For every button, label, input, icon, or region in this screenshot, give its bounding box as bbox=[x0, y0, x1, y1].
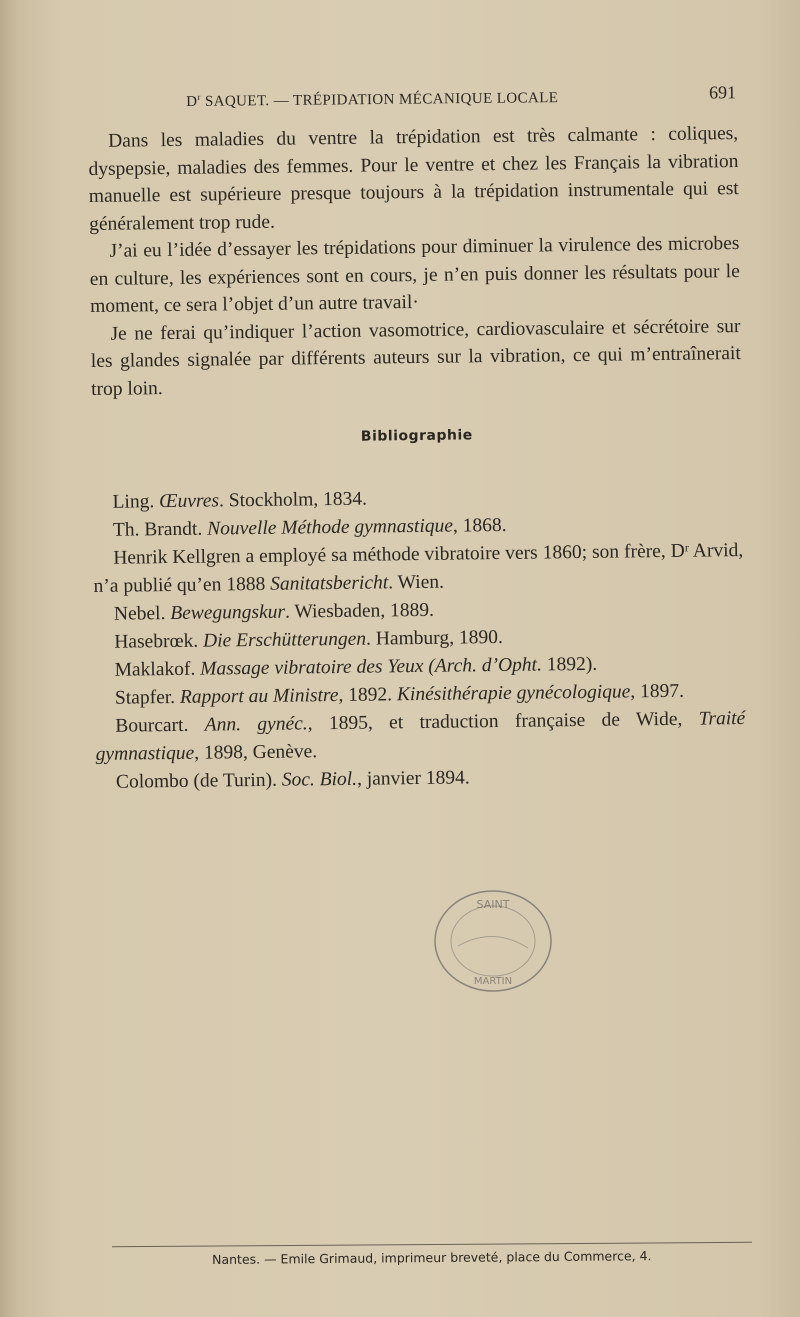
bibliography-entry: Maklakof. Massage vibratoire des Yeux (Arch. d’Opht. 1892). bbox=[114, 653, 598, 681]
page-header bbox=[186, 82, 736, 118]
bibliography-entry: Th. Brandt. Nouvelle Méthode gymnastique, 1868. bbox=[112, 514, 507, 541]
paragraph: Je ne ferai qu’indiquer l’action vasomotrice, cardiovasculaire et sécrétoire sur les glandes signalée par différents auteurs sur la vibration, ce qui m’entraînerait trop loin. bbox=[90, 315, 741, 400]
library-stamp-icon bbox=[418, 886, 568, 996]
printer-imprint: Nantes. — Emile Grimaud, imprimeur breveté, place du Commerce, 4. bbox=[212, 1248, 652, 1267]
paragraph: J’ai eu l’idée d’essayer les trépidations pour diminuer la virulence des microbes en culture, les expériences sont en cours, je n’en puis donner les résultats pour le moment, ce sera l’objet d’un autre travail· bbox=[89, 233, 740, 317]
bibliography-entry: Nebel. Bewegungskur. Wiesbaden, 1889. bbox=[113, 599, 435, 625]
bibliography-entry: Colombo (de Turin). Soc. Biol., janvier 1894. bbox=[115, 766, 470, 793]
bibliography-entry: Henrik Kellgren a employé sa méthode vibratoire vers 1860; son frère, Dʳ Arvid, n’a publié qu’en 1888 Sanitatsbericht. Wien. bbox=[93, 539, 744, 597]
page-body bbox=[88, 120, 746, 796]
paragraph: Dans les maladies du ventre la trépidation est très calmante : coliques, dyspepsie, maladies des femmes. Pour le ventre et chez les Français la vibration manuelle est supérieure presque toujours à la trépidation instrumentale qui est généralement trop rude. bbox=[88, 123, 739, 235]
bibliography-entry: Bourcart. Ann. gynéc., 1895, et traduction française de Wide, Traité gymnastique, 1898, Genève. bbox=[95, 707, 746, 765]
svg-text:SAINT: SAINT bbox=[476, 898, 510, 911]
bibliography-entry: Stapfer. Rapport au Ministre, 1892. Kinésithérapie gynécologique, 1897. bbox=[114, 680, 685, 709]
bibliography-entry: Ling. Œuvres. Stockholm, 1834. bbox=[112, 488, 368, 513]
page-number: 691 bbox=[708, 82, 737, 103]
svg-text:MARTIN: MARTIN bbox=[473, 976, 513, 987]
bibliography-title: Bibliographie bbox=[360, 427, 473, 445]
bibliography-entry: Hasebrœk. Die Erschütterungen. Hamburg, 1890. bbox=[114, 626, 503, 653]
running-head: $D^r$ SAQUET. — TRÉPIDATION MÉCANIQUE LOCALE bbox=[186, 90, 559, 110]
footer-divider bbox=[112, 1242, 752, 1247]
